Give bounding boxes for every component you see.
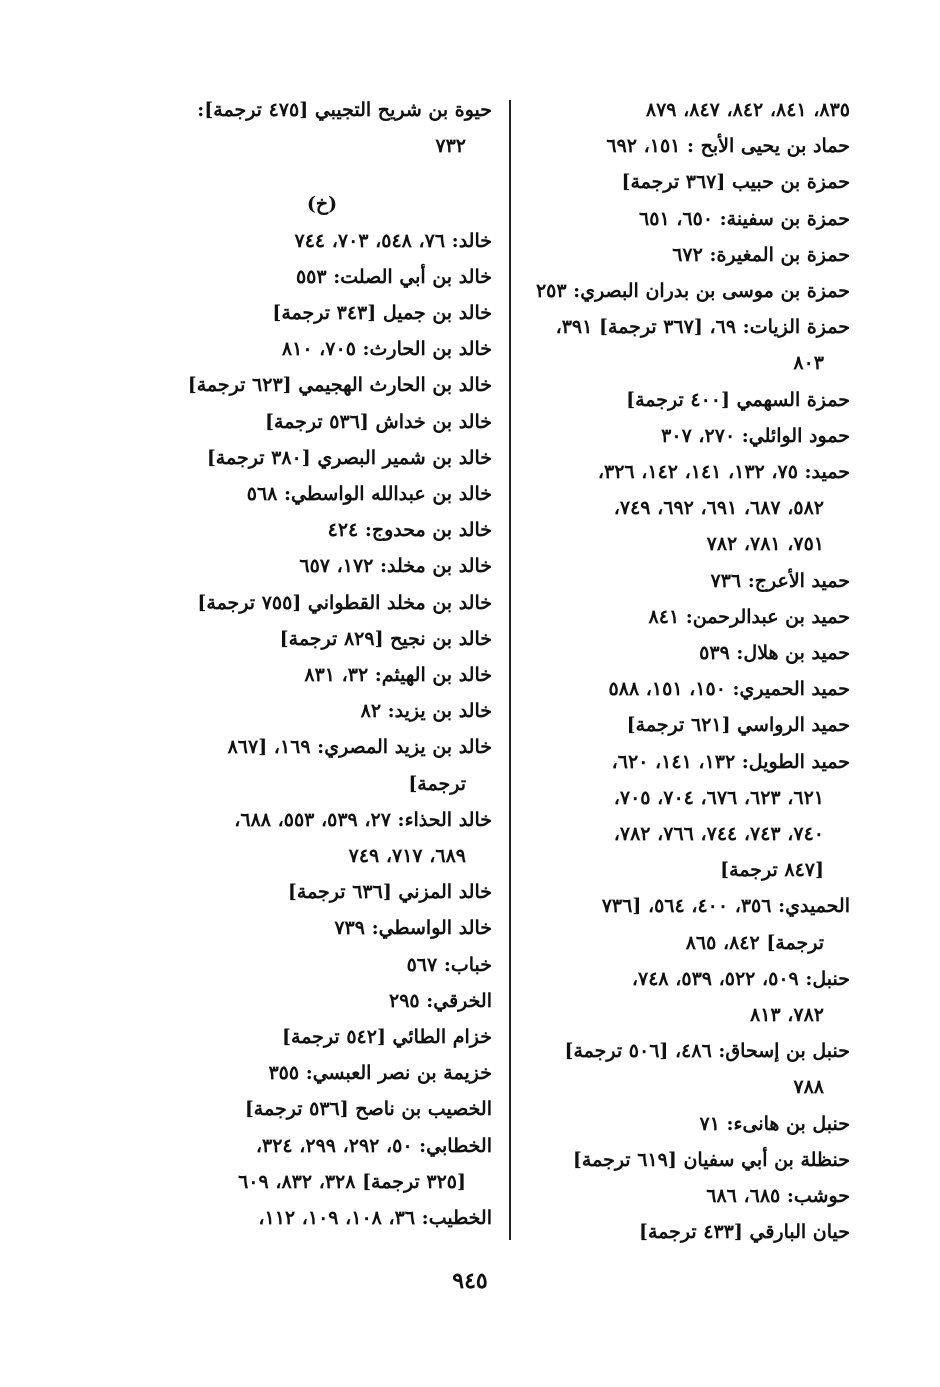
index-entry	[500, 309, 850, 381]
index-entry	[152, 657, 492, 693]
index-entry-text: خالد بن خداش [٥٣٦ ترجمة]	[265, 410, 492, 433]
index-entry	[152, 259, 492, 295]
index-entry	[152, 1055, 492, 1091]
column-divider	[509, 100, 511, 1240]
index-entry-text: حمزة بن المغيرة: ٦٧٢	[672, 243, 850, 266]
index-entry	[152, 331, 492, 367]
index-entry-continuation: ٨٠٣	[793, 352, 824, 375]
index-entry-text: خالد الحذاء: ٢٧، ٥٣٩، ٥٥٣، ٦٨٨،	[234, 808, 492, 831]
index-entry-text: حميد بن هلال: ٥٣٩	[699, 642, 850, 665]
index-entry	[152, 1019, 492, 1055]
index-entry	[500, 418, 850, 454]
index-entry	[500, 961, 850, 1033]
index-entry	[152, 440, 492, 476]
index-entry-text: الخرقي: ٢٩٥	[389, 989, 492, 1012]
index-entry-text: خزام الطائي [٥٤٢ ترجمة]	[282, 1026, 492, 1049]
index-entry-text: خالد بن الحارث الهجيمي [٦٢٣ ترجمة]	[187, 374, 492, 397]
index-entry	[500, 1033, 850, 1105]
index-entry-continuation: ٧٣٢	[435, 135, 466, 158]
index-entry	[500, 1142, 850, 1178]
index-entry-text: حميد الحميري: ١٥٠، ١٥١، ٥٨٨	[608, 678, 850, 701]
index-entry-continuation: ٥٨٢، ٦٨٧، ٦٩١، ٦٩٢، ٧٤٩،	[613, 497, 824, 520]
index-entry-text: خالد بن شمير البصري [٣٨٠ ترجمة]	[206, 446, 492, 469]
index-entry	[152, 729, 492, 801]
index-entry	[500, 382, 850, 418]
index-entry-text: خباب: ٥٦٧	[406, 953, 492, 976]
index-entry-text: خالد: ٧٦، ٥٤٨، ٧٠٣، ٧٤٤	[294, 229, 492, 252]
index-entry	[500, 273, 850, 309]
index-entry-continuation: ٧٨٨	[793, 1076, 824, 1099]
index-entry-text: حمزة بن موسى بن بدران البصري: ٢٥٣	[535, 280, 850, 303]
index-entry	[500, 599, 850, 635]
index-entry-text: حمزة بن سفينة: ٦٥٠، ٦٥١	[639, 207, 850, 230]
index-entry-text: خالد بن مخلد: ١٧٢، ٦٥٧	[299, 555, 492, 578]
index-entry	[152, 802, 492, 874]
index-entry	[152, 1128, 492, 1200]
index-entry-continuation: ٧٥١، ٧٨١، ٧٨٢	[706, 533, 824, 556]
index-entry	[152, 223, 492, 259]
index-entry	[152, 983, 492, 1019]
index-entry-text: حميد الطويل: ١٣٢، ١٤١، ٦٢٠،	[611, 750, 850, 773]
index-entry-text: خالد بن جميل [٣٤٣ ترجمة]	[272, 302, 492, 325]
index-entry-text: خالد بن الهيثم: ٣٢، ٨٣١	[304, 664, 492, 687]
index-entry-text: خالد بن محدوج: ٤٢٤	[327, 519, 492, 542]
index-entry-text: حيان البارقي [٤٣٣ ترجمة]	[638, 1221, 850, 1244]
index-entry	[152, 910, 492, 946]
index-entry-text: خالد الواسطي: ٧٣٩	[334, 917, 492, 940]
index-entry-continuation: [٨٤٧ ترجمة]	[720, 859, 824, 882]
index-entry	[500, 237, 850, 273]
index-entry	[152, 585, 492, 621]
index-entry	[500, 1178, 850, 1214]
index-entry-continuation: ٧٤٠، ٧٤٣، ٧٤٤، ٧٦٦، ٧٨٢،	[613, 823, 824, 846]
index-entry	[500, 1106, 850, 1142]
index-entry	[152, 1200, 492, 1236]
index-entry	[500, 744, 850, 889]
index-entry	[500, 707, 850, 743]
index-entry-text: حماد بن يحيى الأبح : ١٥١، ٦٩٢	[606, 135, 850, 158]
index-entry-text: حميد: ٧٥، ١٣٢، ١٤١، ١٤٢، ٣٢٦،	[597, 461, 850, 484]
section-spacer	[152, 164, 492, 186]
index-entry	[500, 671, 850, 707]
index-entry	[500, 92, 850, 128]
index-entry	[500, 635, 850, 671]
index-entry-continuation: ٦٨٩، ٧١٧، ٧٤٩	[348, 845, 466, 868]
index-entry	[500, 128, 850, 164]
index-entry	[500, 563, 850, 599]
index-entry-text: خالد بن نجيح [٨٢٩ ترجمة]	[279, 627, 492, 650]
index-entry	[152, 693, 492, 729]
index-entry-text: حميد الرواسي [٦٢١ ترجمة]	[626, 714, 850, 737]
index-entry-text: خالد بن أبي الصلت: ٥٥٣	[295, 265, 492, 288]
index-entry-text: الحميدي: ٣٥٦، ٤٠٠، ٥٦٤، [٧٣٦	[601, 895, 850, 918]
index-entry-text: خالد بن يزيد المصري: ١٦٩، [٨٦٧	[227, 736, 492, 759]
index-entry-text: حمود الوائلي: ٢٧٠، ٣٠٧	[661, 424, 850, 447]
index-entry	[500, 201, 850, 237]
index-entry-text: حنظلة بن أبي سفيان [٦١٩ ترجمة]	[572, 1148, 850, 1171]
index-entry-text: حميد بن عبدالرحمن: ٨٤١	[648, 605, 850, 628]
index-entry-text: الخطابي: ٥٠، ٢٩٢، ٢٩٩، ٣٢٤،	[255, 1134, 492, 1157]
index-entry	[152, 1091, 492, 1127]
index-entry-continuation: ترجمة] ٨٤٢، ٨٦٥	[685, 931, 824, 954]
index-entry-continuation: ٧٨٢، ٨١٣	[750, 1004, 824, 1027]
index-entry	[152, 92, 492, 164]
index-entry-text: حوشب: ٦٨٥، ٦٨٦	[706, 1185, 850, 1208]
index-entry-text: خزيمة بن نصر العبسي: ٣٥٥	[268, 1062, 492, 1085]
index-entry	[152, 947, 492, 983]
index-entry	[152, 874, 492, 910]
index-entry-text: ٨٣٥، ٨٤١، ٨٤٢، ٨٤٧، ٨٧٩	[645, 99, 850, 121]
index-entry-text: حمزة الزيات: ٦٩، [٣٦٧ ترجمة] ٣٩١،	[555, 316, 850, 339]
index-entry-continuation: [٣٢٥ ترجمة] ٣٢٨، ٨٣٢، ٦٠٩	[238, 1170, 466, 1193]
index-entry-text: الخطيب: ٣٦، ١٠٨، ١٠٩، ١١٢،	[258, 1207, 492, 1230]
index-entry	[152, 512, 492, 548]
index-entry-text: حيوة بن شريح التجيبي [٤٧٥ ترجمة]:	[197, 99, 492, 121]
index-entry	[500, 1214, 850, 1250]
page-number: ٩٤٥	[452, 1268, 488, 1294]
index-entry-text: خالد بن عبدالله الواسطي: ٥٦٨	[246, 483, 492, 506]
index-entry-text: خالد المزني [٦٣٦ ترجمة]	[287, 881, 492, 904]
index-entry-text: خالد بن يزيد: ٨٢	[360, 700, 492, 723]
index-entry-text: حميد الأعرج: ٧٣٦	[710, 569, 850, 592]
index-entry	[500, 454, 850, 563]
index-entry-text: حمزة السهمي [٤٠٠ ترجمة]	[626, 388, 850, 411]
index-entry-text: خالد بن الحارث: ٧٠٥، ٨١٠	[281, 338, 492, 361]
index-entry	[152, 621, 492, 657]
index-entry-text: حنبل بن هانىء: ٧١	[699, 1112, 850, 1135]
index-entry-text: حنبل بن إسحاق: ٤٨٦، [٥٠٦ ترجمة]	[564, 1040, 850, 1063]
index-entry-continuation: ترجمة]	[408, 772, 466, 795]
index-entry-continuation: ٦٢١، ٦٢٣، ٦٧٦، ٧٠٤، ٧٠٥،	[613, 786, 824, 809]
index-entry-text: الخصيب بن ناصح [٥٣٦ ترجمة]	[244, 1098, 492, 1121]
index-entry	[152, 476, 492, 512]
index-entry	[500, 888, 850, 960]
index-entry	[152, 367, 492, 403]
index-entry-text: حنبل: ٥٠٩، ٥٢٢، ٥٣٩، ٧٤٨،	[631, 967, 850, 990]
index-entry	[152, 295, 492, 331]
index-column-left	[152, 92, 492, 1236]
letter-heading: (خ)	[306, 193, 338, 216]
index-entry-text: خالد بن مخلد القطواني [٧٥٥ ترجمة]	[197, 591, 492, 614]
index-column-right	[500, 92, 850, 1251]
index-entry	[152, 548, 492, 584]
index-entry-text: حمزة بن حبيب [٣٦٧ ترجمة]	[621, 171, 850, 194]
index-entry	[500, 164, 850, 200]
index-entry	[152, 404, 492, 440]
